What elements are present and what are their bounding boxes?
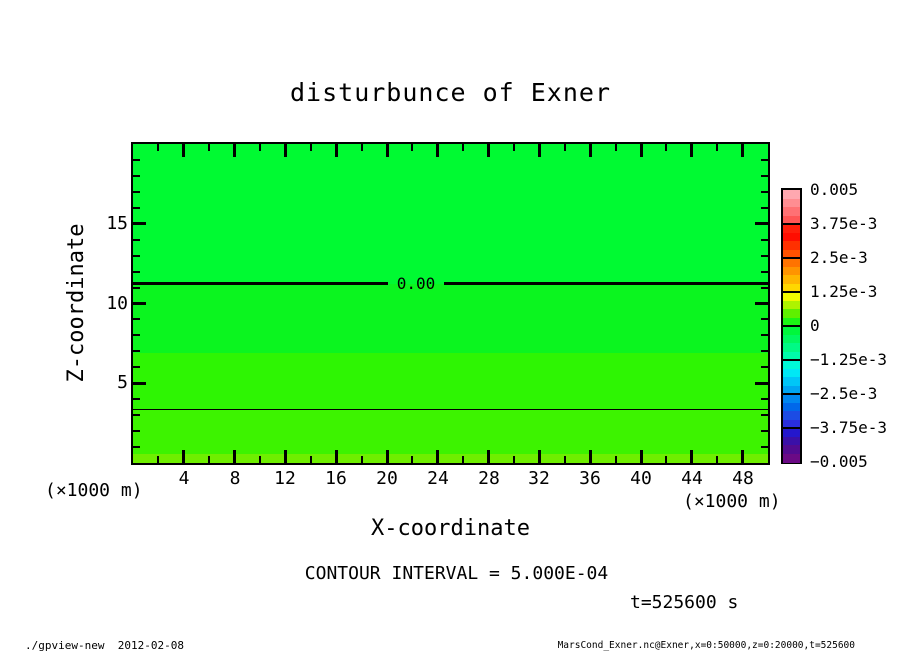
x-tick-top <box>716 144 718 151</box>
tone-band <box>133 144 768 284</box>
z-tick-left <box>133 366 140 368</box>
x-tick-top <box>436 144 439 157</box>
colorbar-label: −2.5e-3 <box>810 384 878 403</box>
x-tick-top <box>335 144 338 157</box>
contour-line <box>444 282 768 285</box>
x-tick-top <box>640 144 643 157</box>
x-tick-top <box>615 144 617 151</box>
colorbar-separator <box>783 359 800 361</box>
x-tick-bottom <box>690 450 693 463</box>
z-tick-left <box>133 414 140 416</box>
x-tick-top <box>538 144 541 157</box>
x-tick-top <box>665 144 667 151</box>
z-tick-left <box>133 287 140 289</box>
plot-title: disturbunce of Exner <box>289 78 612 107</box>
x-tick-bottom <box>233 450 236 463</box>
x-tick-top <box>462 144 464 151</box>
colorbar-label: 0.005 <box>810 180 859 199</box>
x-tick-label: 32 <box>528 468 550 489</box>
x-tick-bottom <box>640 450 643 463</box>
x-tick-label: 48 <box>732 468 754 489</box>
colorbar-label: 2.5e-3 <box>810 248 868 267</box>
tone-band <box>133 284 768 353</box>
x-tick-bottom <box>386 450 389 463</box>
z-tick-right <box>761 350 768 352</box>
z-tick-right <box>761 366 768 368</box>
colorbar-separator <box>783 223 800 225</box>
x-tick-bottom <box>259 456 261 463</box>
x-tick-bottom <box>182 450 185 463</box>
z-tick-right <box>761 430 768 432</box>
colorbar <box>781 188 802 464</box>
colorbar-label: 1.25e-3 <box>810 282 878 301</box>
contour-interval-note: CONTOUR INTERVAL = 5.000E-04 <box>304 563 609 584</box>
z-tick-left <box>133 175 140 177</box>
colorbar-separator <box>783 427 800 429</box>
x-tick-label: 16 <box>325 468 347 489</box>
x-tick-bottom <box>615 456 617 463</box>
x-tick-bottom <box>462 456 464 463</box>
z-tick-right <box>755 302 768 305</box>
x-tick-label: 36 <box>579 468 601 489</box>
z-tick-left <box>133 302 146 305</box>
contour-line <box>133 409 768 410</box>
plot-area <box>133 144 768 463</box>
colorbar-label: 3.75e-3 <box>810 214 878 233</box>
z-tick-label: 15 <box>106 213 128 234</box>
x-tick-bottom <box>284 450 287 463</box>
z-tick-left <box>133 446 140 448</box>
z-tick-left <box>133 334 140 336</box>
z-tick-left <box>133 207 140 209</box>
x-tick-label: 8 <box>229 468 241 489</box>
x-tick-bottom <box>157 456 159 463</box>
z-tick-right <box>761 175 768 177</box>
x-unit-label-left: (×1000 m) <box>45 480 143 501</box>
x-tick-top <box>310 144 312 151</box>
x-tick-bottom <box>665 456 667 463</box>
z-tick-left <box>133 222 146 225</box>
x-tick-bottom <box>411 456 413 463</box>
colorbar-separator <box>783 257 800 259</box>
x-tick-bottom <box>335 450 338 463</box>
z-tick-right <box>761 271 768 273</box>
x-tick-top <box>386 144 389 157</box>
x-tick-bottom <box>589 450 592 463</box>
x-tick-top <box>487 144 490 157</box>
colorbar-label: −0.005 <box>810 452 868 471</box>
z-tick-left <box>133 239 140 241</box>
x-tick-bottom <box>564 456 566 463</box>
contour-line <box>133 282 388 285</box>
colorbar-separator <box>783 291 800 293</box>
x-tick-bottom <box>310 456 312 463</box>
footer-command: ./gpview-new 2012-02-08 <box>25 639 184 652</box>
tone-band <box>133 353 768 410</box>
x-tick-top <box>208 144 210 151</box>
x-tick-bottom <box>436 450 439 463</box>
x-tick-top <box>513 144 515 151</box>
z-tick-left <box>133 430 140 432</box>
z-tick-right <box>761 446 768 448</box>
x-tick-bottom <box>741 450 744 463</box>
x-tick-top <box>182 144 185 157</box>
z-tick-left <box>133 271 140 273</box>
z-tick-left <box>133 191 140 193</box>
tone-band <box>133 410 768 454</box>
z-tick-right <box>761 159 768 161</box>
z-tick-left <box>133 318 140 320</box>
x-tick-top <box>233 144 236 157</box>
x-tick-label: 28 <box>478 468 500 489</box>
colorbar-label: −1.25e-3 <box>810 350 888 369</box>
x-tick-top <box>564 144 566 151</box>
x-tick-label: 4 <box>178 468 190 489</box>
z-tick-right <box>761 318 768 320</box>
z-tick-right <box>755 382 768 385</box>
x-tick-top <box>589 144 592 157</box>
colorbar-strip <box>783 454 800 463</box>
x-tick-top <box>284 144 287 157</box>
x-axis-label: X-coordinate <box>371 516 530 541</box>
y-axis-label: Z-coordinate <box>64 223 89 383</box>
x-tick-top <box>741 144 744 157</box>
x-unit-label-right: (×1000 m) <box>683 491 781 512</box>
colorbar-separator <box>783 325 800 327</box>
x-tick-bottom <box>361 456 363 463</box>
tone-band <box>133 454 768 463</box>
z-tick-right <box>761 414 768 416</box>
x-tick-bottom <box>716 456 718 463</box>
x-tick-bottom <box>208 456 210 463</box>
z-tick-right <box>761 207 768 209</box>
z-tick-right <box>755 222 768 225</box>
z-tick-label: 10 <box>106 293 128 314</box>
x-tick-top <box>259 144 261 151</box>
z-tick-left <box>133 350 140 352</box>
z-tick-left <box>133 398 140 400</box>
x-tick-top <box>411 144 413 151</box>
x-tick-label: 20 <box>376 468 398 489</box>
z-tick-right <box>761 287 768 289</box>
x-tick-label: 24 <box>427 468 449 489</box>
z-tick-label: 5 <box>117 372 128 393</box>
z-tick-left <box>133 255 140 257</box>
colorbar-label: 0 <box>810 316 820 335</box>
x-tick-label: 40 <box>630 468 652 489</box>
x-tick-bottom <box>538 450 541 463</box>
z-tick-left <box>133 159 140 161</box>
z-tick-right <box>761 255 768 257</box>
x-tick-label: 44 <box>681 468 703 489</box>
z-tick-right <box>761 239 768 241</box>
z-tick-left <box>133 382 146 385</box>
z-tick-right <box>761 398 768 400</box>
z-tick-right <box>761 334 768 336</box>
x-tick-top <box>361 144 363 151</box>
footer-source: MarsCond_Exner.nc@Exner,x=0:50000,z=0:20000,t=525600 <box>557 640 855 651</box>
contour-label: 0.00 <box>388 274 444 294</box>
x-tick-bottom <box>487 450 490 463</box>
colorbar-separator <box>783 393 800 395</box>
x-tick-top <box>157 144 159 151</box>
z-tick-right <box>761 191 768 193</box>
x-tick-top <box>690 144 693 157</box>
time-note: t=525600 s <box>630 592 739 613</box>
x-tick-label: 12 <box>274 468 296 489</box>
colorbar-label: −3.75e-3 <box>810 418 888 437</box>
x-tick-bottom <box>513 456 515 463</box>
